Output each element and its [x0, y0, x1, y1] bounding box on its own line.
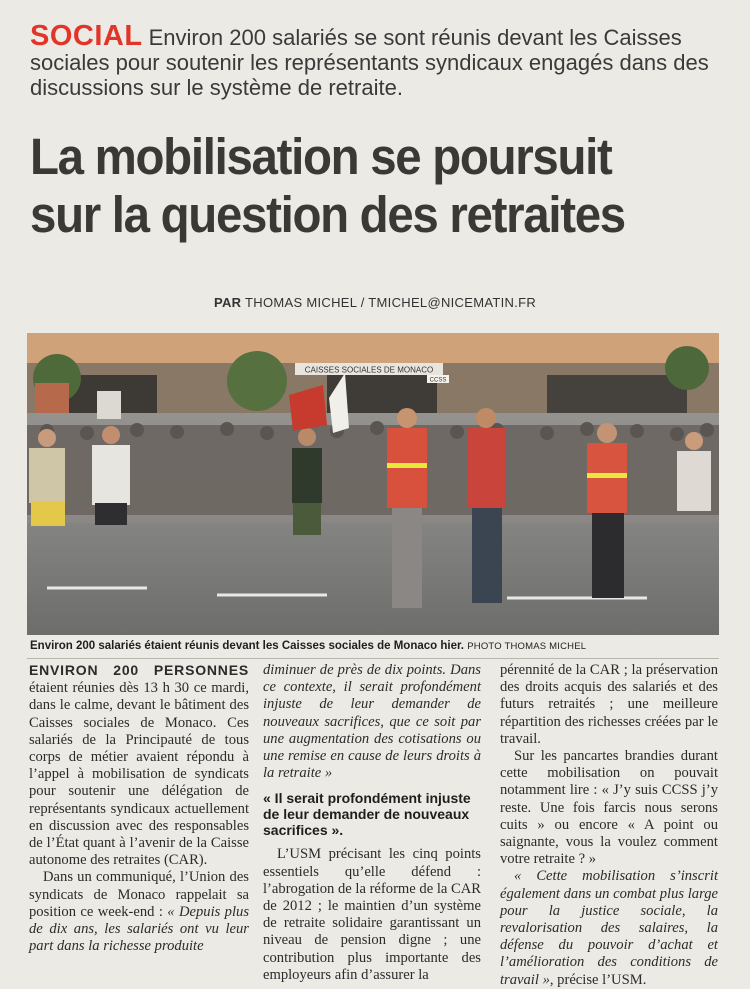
- article-column-2: [263, 662, 481, 984]
- paragraph: Dans un communiqué, l’Union des syndicats de Monaco rappelait sa position ce week-end : « Depuis plus de dix ans, les salariés ont vu leur part dans la richesse produite: [29, 869, 250, 955]
- small-sign-text: CCSS: [429, 377, 447, 384]
- byline-prefix: PAR: [213, 295, 242, 310]
- article-photo: [27, 333, 719, 635]
- building-sign-text: CAISSES SOCIALES DE MONACO: [304, 365, 434, 375]
- building-upper-facade: [27, 333, 719, 363]
- byline: [0, 295, 750, 310]
- paragraph: Sur les pancartes brandies durant cette mobilisation on pouvait notamment lire : « J’y suis CCSS j’y reste. Une fois farcis nous serons cuits » ou encore « A point ou saignante, vous la voulez comment votre retraite ? »: [500, 748, 718, 868]
- paragraph: diminuer de près de dix points. Dans ce contexte, il serait profondément injuste de leur demander de nouveaux sacrifices, que ce soit par une augmentation des cotisations ou une remise en cause de leurs droits à la retraite »: [263, 662, 481, 782]
- paragraph: « Cette mobilisation s’inscrit également dans un combat plus large pour la justice sociale, la revalorisation des salaires, la défense du pouvoir d’achat et l’amélioration des conditions de travail », précise l’USM.: [500, 868, 718, 988]
- protest-placard-small: [97, 391, 121, 419]
- article-column-1: [29, 662, 249, 955]
- article-column-3: [500, 662, 718, 989]
- pull-quote: « Il serait profondément injuste de leur demander de nouveaux sacrifices ».: [263, 790, 471, 839]
- divider: [27, 658, 719, 659]
- article-headline: [30, 128, 681, 244]
- headline-line-2: sur la question des retraites: [30, 186, 625, 243]
- byline-author: THOMAS MICHEL / TMICHEL@NICEMATIN.FR: [245, 295, 537, 310]
- paragraph: ENVIRON 200 PERSONNES étaient réunies dès 13 h 30 ce mardi, dans le calme, devant le bâtiment des Caisses sociales de Monaco. Ces salariés de la Principauté de tous corps de métier avaient répondu à l’appel à mobilisation de syndicats pour soutenir une délégation de représentants syndicaux actuellement en discussion avec des responsables de l’État quant à l’avenir de la Caisse autonome des retraites (CAR).: [29, 662, 249, 869]
- caption-text: Environ 200 salariés étaient réunis devant les Caisses sociales de Monaco hier.: [30, 640, 465, 652]
- protest-placard: [35, 383, 69, 413]
- photo-credit: PHOTO THOMAS MICHEL: [467, 641, 587, 652]
- lead-in: ENVIRON 200 PERSONNES: [29, 662, 249, 678]
- kicker-text: Environ 200 salariés se sont réunis devant les Caisses sociales pour soutenir les représentants syndicaux engagés dans des discussions sur le système de retraite.: [30, 25, 709, 100]
- protest-scene-illustration: [27, 333, 719, 635]
- section-rubric: SOCIAL: [30, 20, 143, 52]
- headline-line-1: La mobilisation se poursuit: [30, 128, 612, 185]
- paragraph: L’USM précisant les cinq points essentiels qu’elle défend : l’abrogation de la réforme de la CAR de 2012 ; le maintien d’un système de retraite solidaire garantissant un niveau de pension digne ; une contribution plus importante des employeurs afin d’assurer la: [263, 846, 482, 983]
- paragraph: pérennité de la CAR ; la préservation des droits acquis des salariés et des futurs retraités ; une meilleure répartition des richesses créées par le travail.: [500, 662, 718, 747]
- photo-caption: [30, 640, 730, 652]
- article-kicker: [30, 20, 730, 100]
